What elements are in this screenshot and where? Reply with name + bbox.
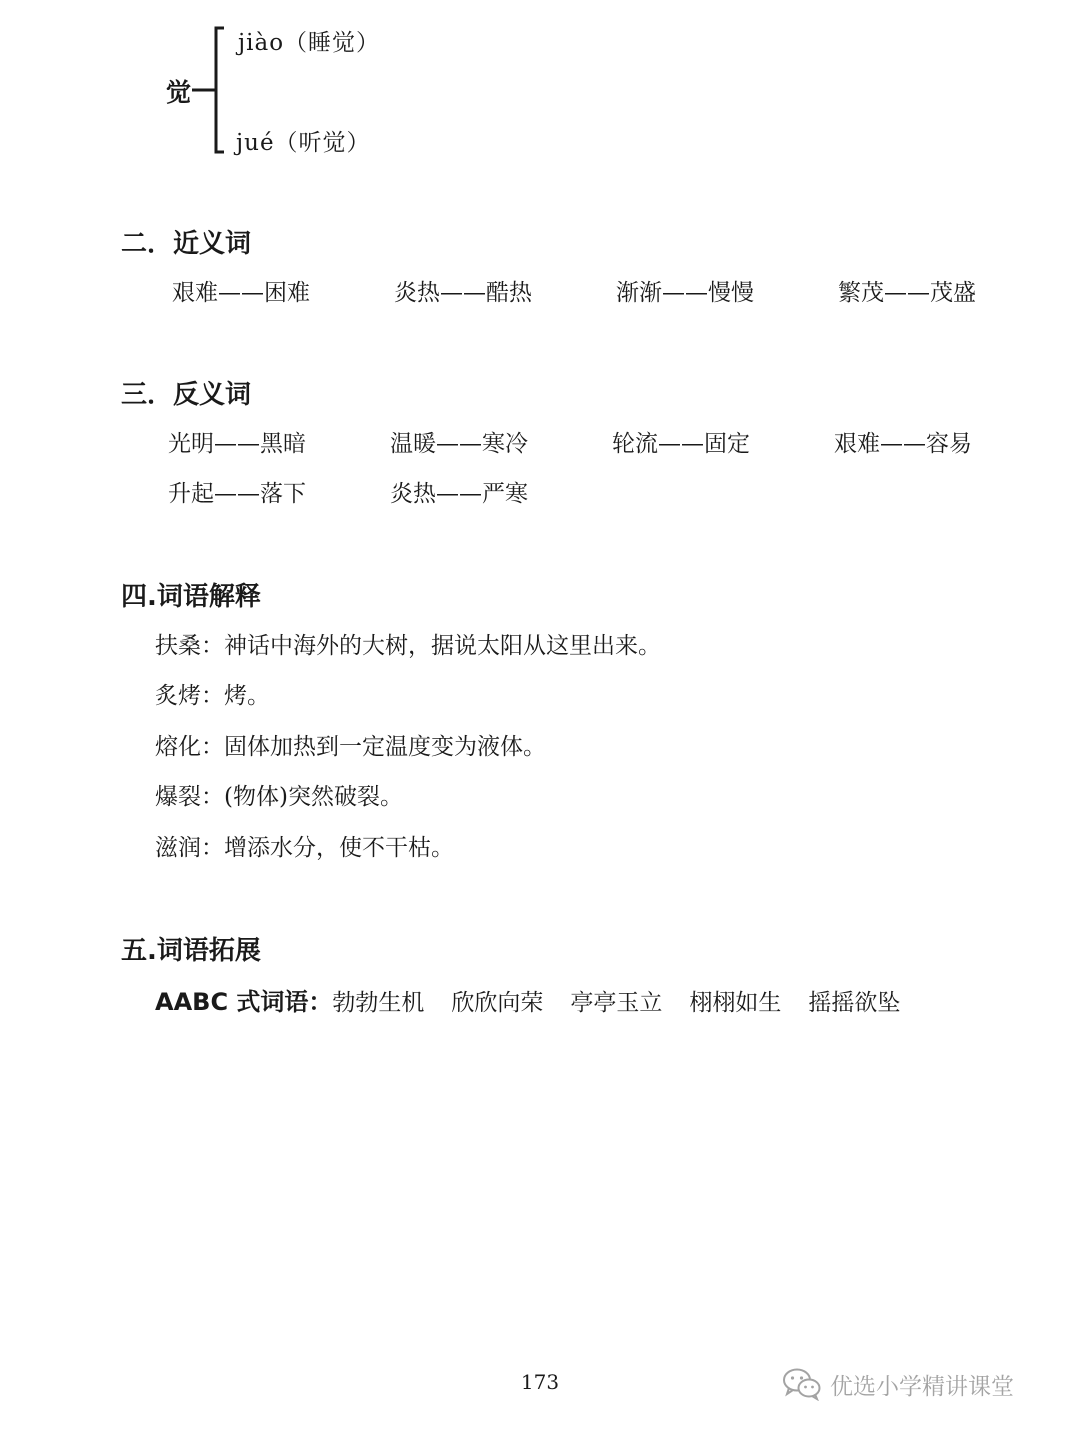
wechat-icon [782,1367,822,1401]
antonym-pair: 炎热——严寒 [390,481,528,507]
explanation-item: 扶桑：神话中海外的大树，据说太阳从这里出来。 [155,633,661,659]
antonym-pair: 温暖——寒冷 [390,431,528,457]
synonyms-row [172,274,976,307]
synonym-pair: 炎热——酷热 [394,280,532,306]
extension-word: 欣欣向荣 [451,990,544,1016]
extension-word: 摇摇欲坠 [808,990,901,1016]
synonym-pair: 渐渐——慢慢 [616,280,754,306]
extension-word: 勃勃生机 [332,990,425,1016]
synonym-pair: 繁茂——茂盛 [838,280,976,306]
explanations-heading: 四.词语解释 [121,582,261,612]
extension-word: 栩栩如生 [689,990,782,1016]
synonym-pair: 艰难——困难 [172,280,310,306]
synonyms-heading: 二．近义词 [121,229,252,259]
explanation-item: 爆裂：(物体)突然破裂。 [155,784,403,810]
antonym-pair: 轮流——固定 [612,431,750,457]
extension-label: AABC 式词语： [155,988,333,1016]
antonyms-row-2 [168,475,528,508]
antonyms-row-1 [168,425,972,458]
explanation-item: 炙烤：烤。 [155,683,270,709]
explanation-item: 熔化：固体加热到一定温度变为液体。 [155,734,546,760]
watermark-text: 优选小学精讲课堂 [830,1373,1014,1400]
polyphone-reading-1: jiào（睡觉） [238,30,381,56]
extension-row [155,982,927,1017]
antonym-pair: 升起——落下 [168,481,306,507]
extension-heading: 五.词语拓展 [121,936,261,966]
antonym-pair: 艰难——容易 [834,431,972,457]
extension-word: 亭亭玉立 [570,990,663,1016]
antonym-pair: 光明——黑暗 [168,431,306,457]
polyphone-reading-2: jué（听觉） [236,130,371,156]
polyphone-character: 觉 [166,78,192,107]
explanation-item: 滋润：增添水分，使不干枯。 [155,835,454,861]
watermark [782,1367,1014,1401]
brace-icon [188,24,228,160]
page-number: 173 [520,1370,560,1394]
antonyms-heading: 三．反义词 [121,380,252,410]
